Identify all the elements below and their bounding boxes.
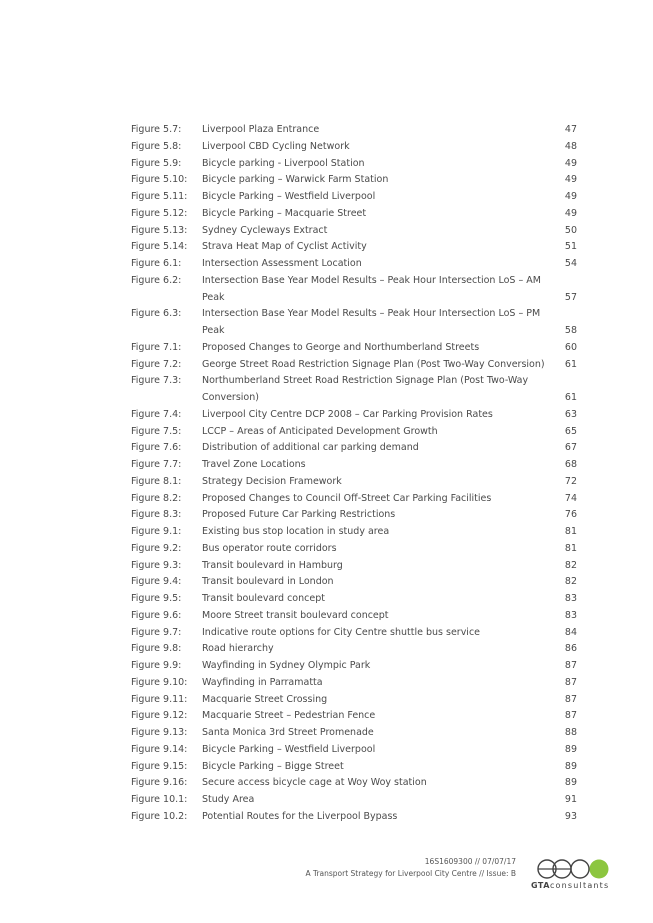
toc-row[interactable] (131, 474, 577, 491)
figure-number: Figure 5.8: (131, 140, 182, 152)
toc-row[interactable] (131, 558, 577, 575)
figure-number: Figure 9.15: (131, 760, 188, 772)
figure-number: Figure 7.6: (131, 442, 182, 454)
figure-title: Proposed Future Car Parking Restrictions (202, 509, 396, 521)
toc-row[interactable] (131, 340, 577, 357)
toc-row[interactable] (131, 574, 577, 591)
figure-number: Figure 10.2: (131, 810, 188, 822)
toc-row[interactable] (131, 541, 577, 558)
figure-title: Liverpool CBD Cycling Network (202, 140, 350, 152)
toc-row[interactable] (131, 156, 577, 173)
figure-title: Bicycle parking – Warwick Farm Station (202, 174, 389, 186)
toc-row[interactable] (131, 809, 577, 826)
figure-title: Strava Heat Map of Cyclist Activity (202, 241, 367, 253)
figure-page-number: 60 (564, 341, 577, 353)
figure-number: Figure 9.1: (131, 526, 182, 537)
toc-row[interactable] (131, 424, 577, 441)
figure-page-number: 89 (564, 743, 577, 755)
figure-title: Bus operator route corridors (202, 542, 337, 554)
figure-number: Figure 9.10: (131, 676, 188, 688)
figure-number: Figure 9.14: (131, 743, 188, 755)
figure-page-number: 49 (564, 191, 577, 202)
figure-title: Macquarie Street – Pedestrian Fence (202, 710, 376, 722)
figure-page-number: 74 (564, 492, 577, 504)
logo-wordmark: GTAconsultants (531, 881, 610, 890)
toc-row[interactable] (131, 139, 577, 156)
figure-title: LCCP – Areas of Anticipated Development Growth (202, 425, 438, 437)
figure-title: Intersection Assessment Location (202, 258, 362, 269)
figure-title: Intersection Base Year Model Results – Peak Hour Intersection LoS – PM Peak (202, 308, 541, 336)
toc-row[interactable] (131, 692, 577, 709)
figure-number: Figure 5.10: (131, 174, 188, 186)
figure-title: Distribution of additional car parking demand (202, 442, 419, 454)
gta-consultants-logo (531, 856, 621, 896)
figure-title: Travel Zone Locations (202, 459, 306, 470)
figure-number: Figure 8.1: (131, 475, 182, 487)
figure-page-number: 89 (564, 760, 577, 772)
toc-row[interactable] (131, 440, 577, 457)
figure-title: Existing bus stop location in study area (202, 526, 390, 537)
figure-title: Sydney Cycleways Extract (202, 224, 328, 236)
toc-row[interactable] (131, 742, 577, 759)
toc-row[interactable] (131, 792, 577, 809)
figure-page-number: 51 (564, 241, 577, 253)
figure-page-number: 88 (564, 727, 577, 738)
figure-title: Santa Monica 3rd Street Promenade (202, 727, 374, 738)
figure-title: Study Area (202, 794, 255, 805)
figure-number: Figure 7.7: (131, 459, 182, 470)
figure-page-number: 87 (564, 710, 577, 722)
figure-page-number: 81 (564, 526, 577, 537)
toc-row[interactable] (131, 608, 577, 625)
toc-row[interactable] (131, 122, 577, 139)
figure-page-number: 58 (564, 325, 577, 336)
figure-title: Proposed Changes to George and Northumberland Streets (202, 341, 480, 353)
figure-title: Liverpool City Centre DCP 2008 – Car Parking Provision Rates (202, 408, 493, 420)
figure-title: Bicycle Parking – Bigge Street (202, 760, 344, 772)
figure-page-number: 57 (564, 291, 577, 303)
figure-page-number: 54 (564, 258, 577, 269)
figure-title: Bicycle Parking – Westfield Liverpool (202, 743, 376, 755)
toc-row[interactable] (131, 708, 577, 725)
figure-title: Bicycle parking - Liverpool Station (202, 157, 365, 169)
figure-page-number: 49 (564, 157, 577, 169)
figure-page-number: 72 (564, 475, 577, 487)
toc-row[interactable] (131, 373, 577, 407)
figure-page-number: 91 (564, 794, 577, 805)
figure-number: Figure 5.14: (131, 241, 188, 253)
figure-title: Indicative route options for City Centre shuttle bus service (202, 626, 481, 638)
figure-page-number: 93 (564, 810, 577, 822)
toc-row[interactable] (131, 524, 577, 541)
figure-number: Figure 7.5: (131, 425, 182, 437)
toc-row[interactable] (131, 675, 577, 692)
figure-number: Figure 9.4: (131, 576, 182, 588)
figure-page-number: 68 (564, 459, 577, 470)
figure-number: Figure 7.3: (131, 375, 182, 387)
figure-title: Strategy Decision Framework (202, 475, 342, 487)
figure-page-number: 84 (564, 626, 577, 638)
toc-row[interactable] (131, 239, 577, 256)
figure-page-number: 47 (564, 124, 577, 135)
toc-row[interactable] (131, 658, 577, 675)
toc-row[interactable] (131, 256, 577, 273)
figure-title: Macquarie Street Crossing (202, 693, 328, 705)
figure-number: Figure 9.11: (131, 693, 188, 705)
figure-number: Figure 9.16: (131, 777, 188, 789)
page-footer (250, 856, 516, 880)
figure-page-number: 65 (564, 425, 577, 437)
figure-number: Figure 5.7: (131, 124, 182, 135)
toc-row[interactable] (131, 641, 577, 658)
figure-number: Figure 6.2: (131, 274, 182, 286)
figure-title: Transit boulevard concept (202, 593, 325, 604)
figure-number: Figure 9.2: (131, 542, 182, 554)
figure-page-number: 50 (564, 224, 577, 236)
figure-number: Figure 9.7: (131, 626, 182, 638)
toc-row[interactable] (131, 759, 577, 776)
figure-number: Figure 9.6: (131, 609, 182, 621)
figure-title: Wayfinding in Parramatta (202, 676, 323, 688)
toc-row[interactable] (131, 775, 577, 792)
figure-number: Figure 9.5: (131, 593, 182, 604)
figure-number: Figure 9.12: (131, 710, 188, 722)
figure-title: Road hierarchy (202, 643, 274, 655)
figure-number: Figure 7.2: (131, 358, 182, 370)
toc-row[interactable] (131, 457, 577, 474)
toc-row[interactable] (131, 223, 577, 240)
figure-page-number: 82 (564, 559, 577, 571)
figure-page-number: 61 (564, 358, 577, 370)
figure-title: George Street Road Restriction Signage Plan (Post Two-Way Conversion) (202, 358, 545, 370)
figure-page-number: 76 (564, 509, 577, 521)
figure-title: Potential Routes for the Liverpool Bypass (202, 810, 398, 822)
figure-number: Figure 5.13: (131, 224, 188, 236)
figure-number: Figure 8.3: (131, 509, 182, 521)
figure-number: Figure 5.12: (131, 207, 188, 219)
figure-title: Bicycle Parking – Westfield Liverpool (202, 191, 376, 202)
figure-page-number: 87 (564, 676, 577, 688)
figure-number: Figure 5.9: (131, 157, 182, 169)
figure-page-number: 48 (564, 140, 577, 152)
toc-row[interactable] (131, 491, 577, 508)
toc-row[interactable] (131, 206, 577, 223)
figure-number: Figure 9.9: (131, 660, 182, 671)
toc-row[interactable] (131, 189, 577, 206)
logo-circles-icon (536, 858, 612, 880)
figure-number: Figure 9.13: (131, 727, 188, 738)
figure-number: Figure 6.1: (131, 258, 182, 269)
figure-title: Liverpool Plaza Entrance (202, 124, 320, 135)
figure-title: Bicycle Parking – Macquarie Street (202, 207, 367, 219)
figure-page-number: 67 (564, 442, 577, 454)
figure-title: Northumberland Street Road Restriction Signage Plan (Post Two-Way Conversion) (202, 375, 529, 403)
figure-number: Figure 9.8: (131, 643, 182, 655)
figure-page-number: 63 (564, 408, 577, 420)
figure-page-number: 49 (564, 174, 577, 186)
toc-row[interactable] (131, 273, 577, 307)
toc-row[interactable] (131, 172, 577, 189)
figure-number: Figure 8.2: (131, 492, 182, 504)
list-of-figures (131, 122, 577, 826)
figure-page-number: 86 (564, 643, 577, 655)
figure-page-number: 82 (564, 576, 577, 588)
figure-title: Transit boulevard in London (202, 576, 334, 588)
toc-row[interactable] (131, 357, 577, 374)
footer-reference: 16S1609300 // 07/07/17 (424, 857, 516, 866)
figure-number: Figure 10.1: (131, 794, 188, 805)
figure-number: Figure 7.1: (131, 341, 182, 353)
footer-document-title: A Transport Strategy for Liverpool City Centre // Issue: B (305, 869, 516, 878)
figure-page-number: 87 (564, 660, 577, 671)
figure-number: Figure 9.3: (131, 559, 182, 571)
figure-page-number: 87 (564, 693, 577, 705)
figure-title: Wayfinding in Sydney Olympic Park (202, 660, 371, 671)
figure-page-number: 83 (564, 593, 577, 604)
figure-title: Intersection Base Year Model Results – Peak Hour Intersection LoS – AM Peak (202, 274, 541, 303)
figure-number: Figure 6.3: (131, 308, 182, 320)
toc-row[interactable] (131, 725, 577, 742)
figure-page-number: 61 (564, 392, 577, 403)
figure-number: Figure 7.4: (131, 408, 182, 420)
figure-title: Transit boulevard in Hamburg (202, 559, 343, 571)
figure-title: Proposed Changes to Council Off-Street Car Parking Facilities (202, 492, 492, 504)
figure-title: Moore Street transit boulevard concept (202, 609, 389, 621)
toc-row[interactable] (131, 306, 577, 340)
toc-row[interactable] (131, 407, 577, 424)
toc-row[interactable] (131, 507, 577, 524)
figure-page-number: 83 (564, 609, 577, 621)
figure-number: Figure 5.11: (131, 191, 188, 202)
figure-page-number: 49 (564, 207, 577, 219)
figure-page-number: 89 (564, 777, 577, 789)
toc-row[interactable] (131, 625, 577, 642)
figure-page-number: 81 (564, 542, 577, 554)
figure-title: Secure access bicycle cage at Woy Woy station (202, 777, 427, 789)
toc-row[interactable] (131, 591, 577, 608)
